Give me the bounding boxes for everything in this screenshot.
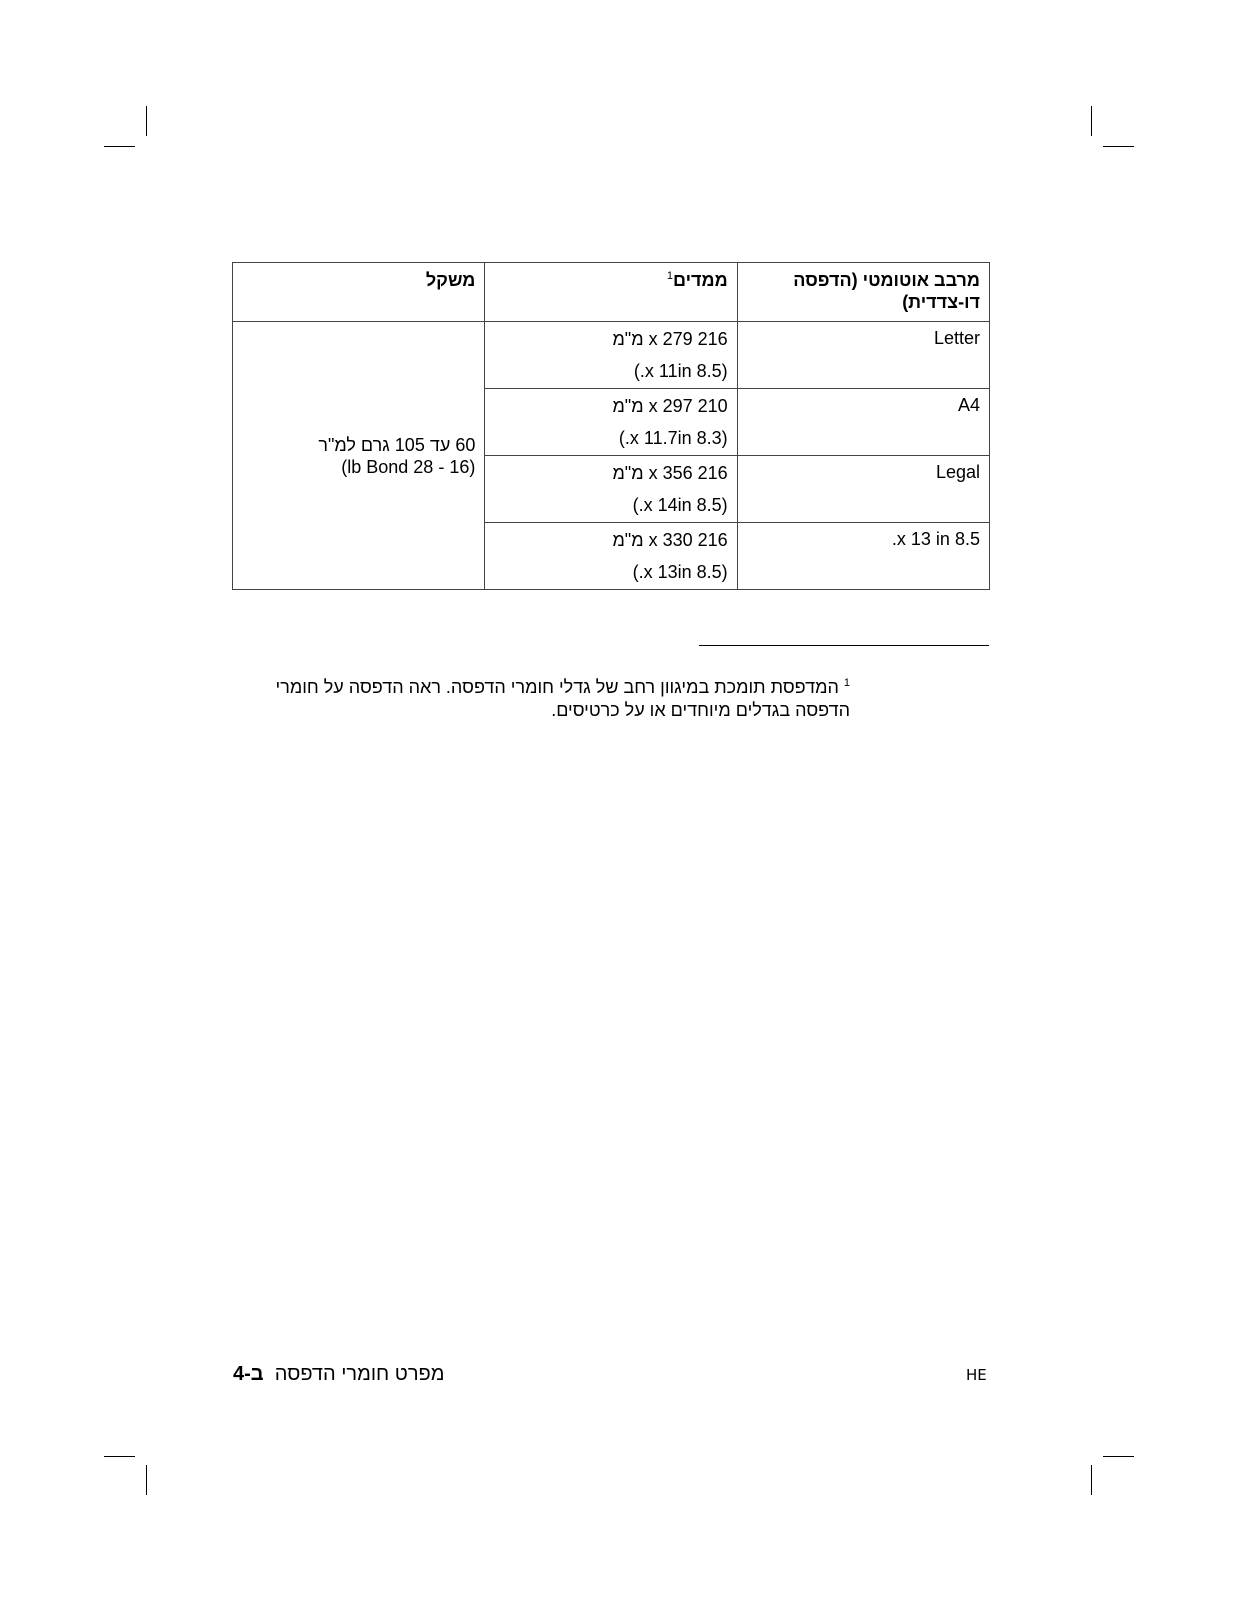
header-media-label: מרבב אוטומטי (הדפסה דו-צדדית) — [793, 270, 980, 312]
footnote — [240, 676, 850, 722]
size-in: (8.5 x 14in.) — [632, 495, 728, 515]
weight-metric: 60 עד 105 גרם למ"ר — [318, 434, 476, 455]
crop-mark-bottom-right-vertical — [1091, 1465, 1092, 1495]
page-footer-title — [233, 1363, 444, 1386]
weight-imperial: (16 - 28 lb Bond) — [341, 456, 476, 477]
media-cell: A4 — [737, 389, 989, 456]
page-number: ב-4 — [233, 1363, 264, 1385]
size-mm: 210 x 297 מ"מ — [612, 396, 728, 416]
crop-mark-top-left-horizontal — [104, 146, 135, 147]
size-in: (8.5 x 13in.) — [632, 562, 728, 582]
table-header-row — [233, 263, 990, 322]
size-cell — [485, 456, 737, 523]
media-spec-table — [232, 262, 990, 590]
size-mm: 216 x 279 מ"מ — [612, 329, 728, 349]
header-weight — [233, 263, 485, 322]
header-size-footnote-mark: 1 — [666, 270, 674, 282]
header-size-label: ממדים — [673, 270, 728, 290]
header-weight-label: משקל — [425, 270, 476, 290]
size-cell — [485, 322, 737, 389]
crop-mark-bottom-right-horizontal — [1103, 1456, 1134, 1457]
size-in: (8.5 x 11in.) — [633, 361, 728, 381]
crop-mark-top-left-vertical — [146, 106, 147, 136]
crop-mark-top-right-horizontal — [1103, 146, 1134, 147]
size-in: (8.3 x 11.7in.) — [618, 428, 728, 448]
size-cell — [485, 523, 737, 590]
size-mm: 216 x 356 מ"מ — [612, 463, 728, 483]
media-cell: Legal — [737, 456, 989, 523]
size-cell — [485, 389, 737, 456]
crop-mark-bottom-left-horizontal — [104, 1456, 135, 1457]
media-cell: 8.5 x 13 in. — [737, 523, 989, 590]
footer-title: מפרט חומרי הדפסה — [274, 1363, 445, 1385]
table-row — [233, 322, 990, 389]
size-mm: 216 x 330 מ"מ — [612, 530, 728, 550]
footnote-mark: 1 — [843, 677, 850, 689]
header-media — [737, 263, 989, 322]
footnote-separator — [699, 645, 989, 646]
header-size — [485, 263, 737, 322]
weight-cell — [233, 322, 485, 590]
footnote-text: המדפסת תומכת במיגוון רחב של גדלי חומרי הדפסה. ראה הדפסה על חומרי הדפסה בגדלים מיוחדים או על כרטיסים. — [275, 677, 850, 720]
media-cell: Letter — [737, 322, 989, 389]
language-code: HE — [966, 1366, 987, 1384]
crop-mark-top-right-vertical — [1091, 106, 1092, 136]
crop-mark-bottom-left-vertical — [146, 1465, 147, 1495]
